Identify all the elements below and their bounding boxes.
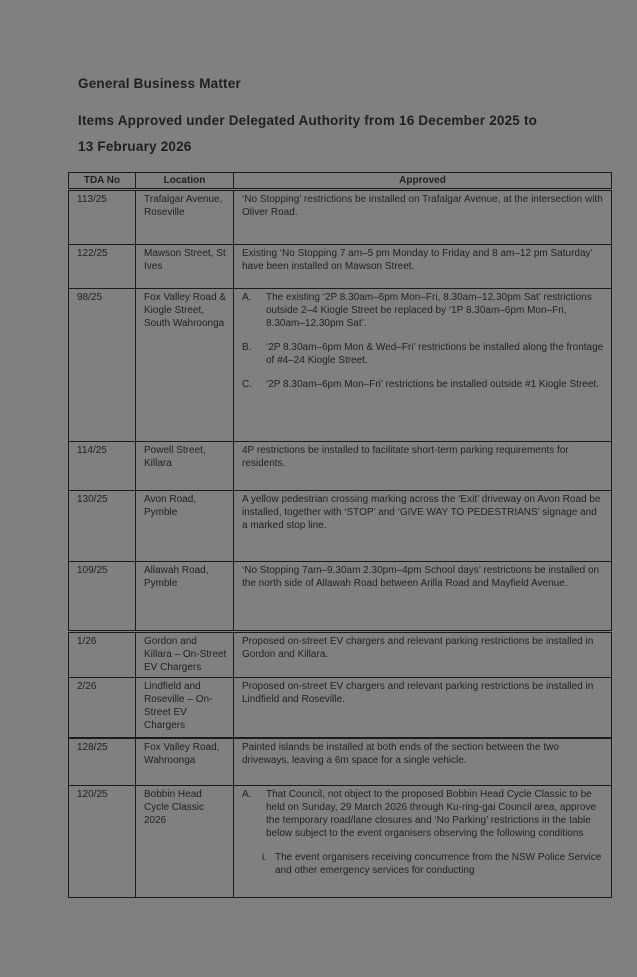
tda-no-cell: 114/25	[69, 442, 136, 491]
table-row	[69, 786, 612, 898]
table-body	[69, 190, 612, 898]
approved-sub-item	[262, 851, 605, 877]
location-cell: Fox Valley Road & Kiogle Street, South Wahroonga	[136, 289, 234, 442]
approved-cell	[234, 562, 612, 632]
approved-list-item	[242, 291, 605, 330]
item-text: ‘2P 8.30am–6pm Mon & Wed–Fri’ restrictions be installed along the frontage of #4–24 Kiogle Street.	[266, 342, 604, 366]
tda-no-cell: 128/25	[69, 738, 136, 786]
table-row	[69, 491, 612, 562]
tda-no-cell: 122/25	[69, 245, 136, 289]
approved-paragraph: 4P restrictions be installed to facilitate short-term parking requirements for residents.	[242, 445, 569, 469]
tda-no-cell: 113/25	[69, 190, 136, 245]
approved-cell	[234, 289, 612, 442]
approved-paragraph: ‘No Stopping 7am–9.30am 2.30pm–4pm School days’ restrictions be installed on the north side of Allawah Road between Arilla Road and Mayfield Avenue.	[242, 565, 600, 589]
approved-cell	[234, 738, 612, 786]
tda-no-cell: 109/25	[69, 562, 136, 632]
approved-paragraph: A yellow pedestrian crossing marking across the ‘Exit’ driveway on Avon Road be installed, together with ‘STOP’ and ‘GIVE WAY TO PEDESTRIANS’ signage and a marked stop line.	[242, 494, 601, 531]
location-cell: Allawah Road, Pymble	[136, 562, 234, 632]
location-cell: Trafalgar Avenue, Roseville	[136, 190, 234, 245]
table-row	[69, 678, 612, 739]
table-row	[69, 190, 612, 245]
location-cell: Mawson Street, St Ives	[136, 245, 234, 289]
table-row	[69, 442, 612, 491]
location-cell: Fox Valley Road, Wahroonga	[136, 738, 234, 786]
column-header: TDA No	[69, 173, 136, 190]
approved-cell	[234, 190, 612, 245]
item-label: A.	[242, 789, 252, 800]
document-page	[0, 76, 637, 898]
approved-cell	[234, 245, 612, 289]
table-row	[69, 738, 612, 786]
location-cell: Avon Road, Pymble	[136, 491, 234, 562]
page-title	[78, 108, 583, 160]
item-text: ‘2P 8.30am–6pm Mon–Fri’ restrictions be installed outside #1 Kiogle Street.	[266, 379, 599, 390]
approved-list-item	[242, 378, 605, 391]
location-cell: Lindfield and Roseville – On-Street EV Chargers	[136, 678, 234, 739]
approved-cell	[234, 632, 612, 678]
approved-cell	[234, 786, 612, 898]
section-title: General Business Matter	[78, 76, 241, 91]
column-header: Location	[136, 173, 234, 190]
table-row	[69, 562, 612, 632]
item-label: A.	[242, 292, 252, 303]
tda-no-cell: 98/25	[69, 289, 136, 442]
item-text: The event organisers receiving concurrence from the NSW Police Service and other emergency services for conducting	[275, 852, 602, 876]
item-label: i.	[262, 852, 267, 863]
location-cell: Powell Street, Killara	[136, 442, 234, 491]
approvals-table	[68, 172, 612, 898]
approved-paragraph: Existing ‘No Stopping 7 am–5 pm Monday to Friday and 8 am–12 pm Saturday’ have been installed on Mawson Street.	[242, 248, 593, 272]
item-label: B.	[242, 342, 252, 353]
item-label: C.	[242, 379, 252, 390]
tda-no-cell: 120/25	[69, 786, 136, 898]
tda-no-cell: 2/26	[69, 678, 136, 739]
approved-cell	[234, 491, 612, 562]
item-text: That Council, not object to the proposed Bobbin Head Cycle Classic to be held on Sunday, 29 March 2026 through Ku-ring-gai Council area, approve the temporary road/lane closures and ‘No Parking’ restrictions in the table below subject to the event organisers observing the following conditions	[266, 789, 597, 839]
location-cell: Gordon and Killara – On-Street EV Chargers	[136, 632, 234, 678]
page-title-line-1: Items Approved under Delegated Authority from 16 December 2025 to	[78, 113, 538, 128]
approved-paragraph: ‘No Stopping’ restrictions be installed on Trafalgar Avenue, at the intersection with Oliver Road.	[242, 194, 603, 218]
table-row	[69, 289, 612, 442]
approved-paragraph: Proposed on-street EV chargers and relevant parking restrictions be installed in Gordon and Killara.	[242, 636, 594, 660]
column-header: Approved	[234, 173, 612, 190]
approved-paragraph: Painted islands be installed at both ends of the section between the two driveways, leaving a 6m space for a single vehicle.	[242, 742, 559, 766]
approved-list-item	[242, 341, 605, 367]
item-text: The existing ‘2P 8.30am–6pm Mon–Fri, 8.30am–12.30pm Sat’ restrictions outside 2–4 Kiogle Street be replaced by ‘1P 8.30am–6pm Mon–Fri, 8.30am–12.30pm Sat’.	[266, 292, 592, 329]
location-cell: Bobbin Head Cycle Classic 2026	[136, 786, 234, 898]
table-row	[69, 632, 612, 678]
table-header-row	[69, 173, 612, 190]
approved-cell	[234, 442, 612, 491]
tda-no-cell: 130/25	[69, 491, 136, 562]
table-row	[69, 245, 612, 289]
approved-paragraph: Proposed on-street EV chargers and relevant parking restrictions be installed in Lindfield and Roseville.	[242, 681, 594, 705]
page-title-line-2: 13 February 2026	[78, 139, 192, 154]
tda-no-cell: 1/26	[69, 632, 136, 678]
approved-list-item	[242, 788, 605, 840]
approved-cell	[234, 678, 612, 739]
